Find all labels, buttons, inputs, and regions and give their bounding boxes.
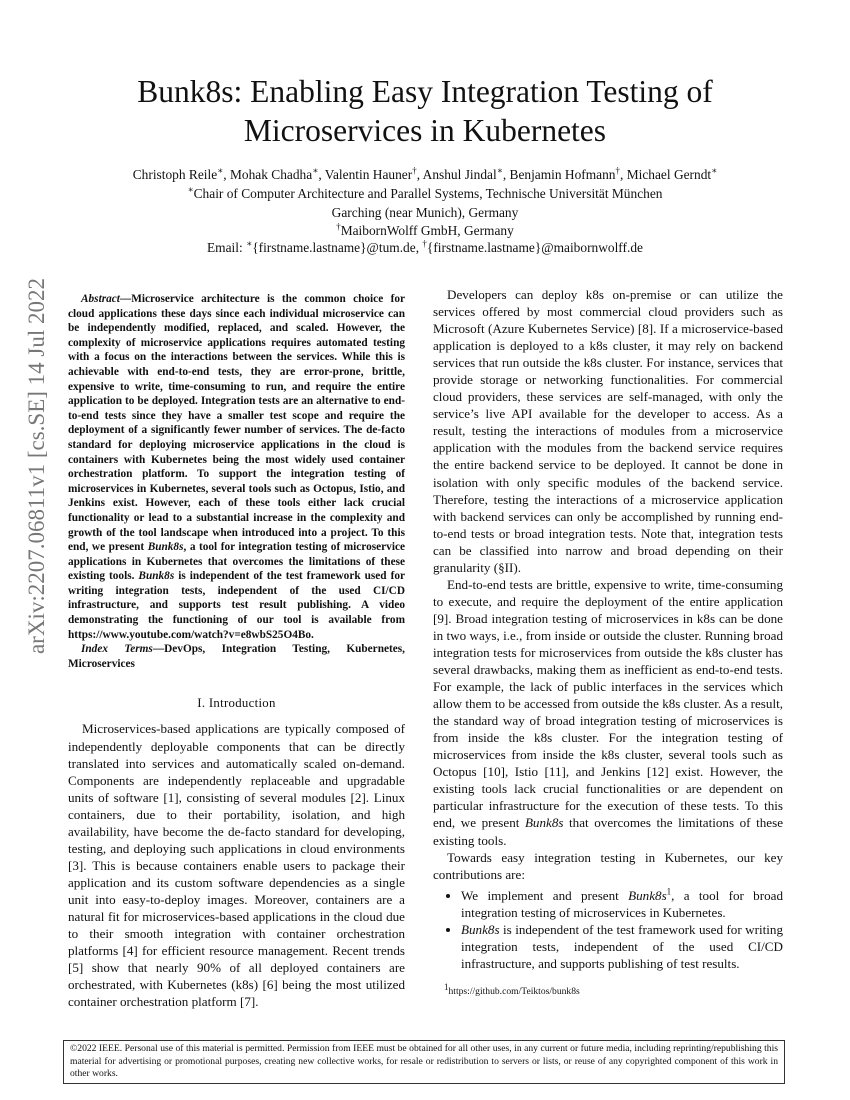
arxiv-sidebar bbox=[0, 0, 70, 1100]
author: Mohak Chadha∗ bbox=[230, 165, 319, 182]
list-item: • Bunk8s is independent of the test framework used for writing integration tests, independent of the used CI/CD infrastructure, and supports publishing of test results. bbox=[461, 921, 783, 972]
section-heading: I. Introduction bbox=[197, 696, 276, 711]
affiliation-1-place: Garching (near Munich), Germany bbox=[331, 205, 519, 220]
body-paragraph: Developers can deploy k8s on-premise or can utilize the services offered by most commercial cloud providers such as Microsoft (Azure Kubernetes Service) [8]. If a microservice-based application is deployed to a k8s cluster, it may rely on backend services that run outside the k8s cluster. For instance, services that provide storage or networking functionalities. For commercial cloud providers, these services are self-managed, with only the service’s live API available for the developer to access. As a result, testing the interactions of modules from a microservice application with the modules from the backend service requires the entire backend service to be deployed. It cannot be done in isolation with only specific modules of the backend service. Therefore, testing the interactions of a microservice application with backend services can only be accomplished by running end-to-end tests or broad integration tests. Note that, integration tests can be classified into narrow and broad depending on their granularity (§II). bbox=[433, 287, 783, 575]
email-line: Email: ∗{firstname.lastname}@tum.de, †{firstname.lastname}@maibornwolff.de bbox=[207, 238, 643, 255]
contribution-list bbox=[433, 887, 783, 972]
affiliation-1: ∗Chair of Computer Architecture and Parallel Systems, Technische Universität München bbox=[187, 184, 663, 201]
abstract: Abstract—Microservice architecture is the common choice for cloud applications these days since each individual microservice can be independently modified, replaced, and scaled. However, the complexity of microservice applications requires automated testing with a focus on the interactions between the services. While this is achievable with end-to-end tests, they are error-prone, brittle, expensive to write, time-consuming to run, and require the entire application to be deployed. Integration tests are an alternative to end-to-end tests since they have a smaller test scope and require the deployment of a significantly fewer number of services. The de-facto standard for deploying microservice applications in the cloud is containers with Kubernetes being the most widely used container orchestration platform. To support the integration testing of microservices in Kubernetes, several tools such as Octopus, Istio, and Jenkins exist. However, each of these tools either lack crucial functionality or lead to a substantial increase in the complexity and growth of the tool landscape when introduced into a project. To this end, we present Bunk8s, a tool for integration testing of microservice applications in Kubernetes that overcomes the limitations of these existing tools. Bunk8s is independent of the test framework used for writing integration tests, independent of the used CI/CD infrastructure, and supports test result publishing. A video demonstrating the functioning of our tool is available from https://www.youtube.com/watch?v=e8wbS25O4Bo. bbox=[68, 293, 405, 641]
author-list: Christoph Reile∗, Mohak Chadha∗, Valentin Hauner†, Anshul Jindal∗, Benjamin Hofmann†, Michael Gerndt∗ bbox=[132, 165, 718, 182]
body-paragraph: End-to-end tests are brittle, expensive to write, time-consuming to execute, and require the deployment of the entire application [9]. Broad integration testing of microservices in k8s can be done in two ways, i.e., from inside or outside the cluster. Running broad integration tests for microservices from outside the k8s cluster has several drawbacks, making them as inefficient as end-to-end tests. For example, the lack of public interfaces in the services which allow them to be accessed from outside the k8s cluster. As a result, the standard way of broad integration testing of microservices is from inside the k8s cluster. For the integration testing of microservices from inside the k8s cluster, several tools such as Octopus [10], Istio [11], and Jenkins [12] exist. However, the existing tools lack crucial functionalities or are dependent on particular infrastructure for the execution of these tests. To this end, we present Bunk8s that overcomes the limitations of these existing tools. bbox=[433, 576, 784, 848]
paper-title: Bunk8s: Enabling Easy Integration Testing of Microservices in Kubernetes bbox=[137, 74, 713, 148]
right-column bbox=[433, 286, 783, 972]
author: Christoph Reile∗ bbox=[132, 165, 224, 182]
author: Benjamin Hofmann† bbox=[509, 165, 621, 182]
intro-paragraph: Microservices-based applications are typically composed of independently deployable components that can be directly translated into services and automatically scaled on-demand. Components are independently replaceable and upgradable units of software [1], consisting of several modules [2]. Linux containers, due to their portability, isolation, and high availability, have become the de-facto standard for developing, testing, and deploying such applications in cloud environments [3]. This is because containers enable users to package their application and its custom software dependencies as a single unit into easy-to-deploy images. Moreover, containers are a natural fit for microservices-based applications in the cloud due to their smooth integration with container orchestration platforms [4] for efficient resource management. Recent trends [5] show that nearly 90% of all deployed containers are orchestrated, with Kubernetes (k8s) [6] being the most utilized container orchestration platform [7]. bbox=[68, 721, 405, 1010]
footnote: $^1$https://github.com/Teiktos/bunk8s bbox=[444, 981, 580, 997]
author: Michael Gerndt∗ bbox=[626, 165, 718, 182]
body-paragraph: Towards easy integration testing in Kubernetes, our key contributions are: bbox=[433, 849, 783, 882]
author: Valentin Hauner† bbox=[324, 165, 417, 182]
left-column bbox=[68, 292, 405, 1010]
copyright-notice: ©2022 IEEE. Personal use of this material is permitted. Permission from IEEE must be obtained for all other uses, in any current or future media, including reprinting/republishing this material for advertising or promotional purposes, creating new collective works, for resale or redistribution to servers or lists, or reuse of any copyrighted component of this work in other works. bbox=[63, 1040, 785, 1084]
affiliation-2: †MaibornWolff GmbH, Germany bbox=[336, 221, 514, 238]
arxiv-identifier: arXiv:2207.06811v1 [cs.SE] 14 Jul 2022 bbox=[24, 277, 49, 655]
author: Anshul Jindal∗ bbox=[422, 165, 503, 182]
index-terms: Index Terms—DevOps, Integration Testing, Kubernetes, Microservices bbox=[68, 643, 405, 670]
list-item: • We implement and present $Bunk8s^1$, a tool for broad integration testing of microservices in Kubernetes. bbox=[461, 887, 783, 921]
